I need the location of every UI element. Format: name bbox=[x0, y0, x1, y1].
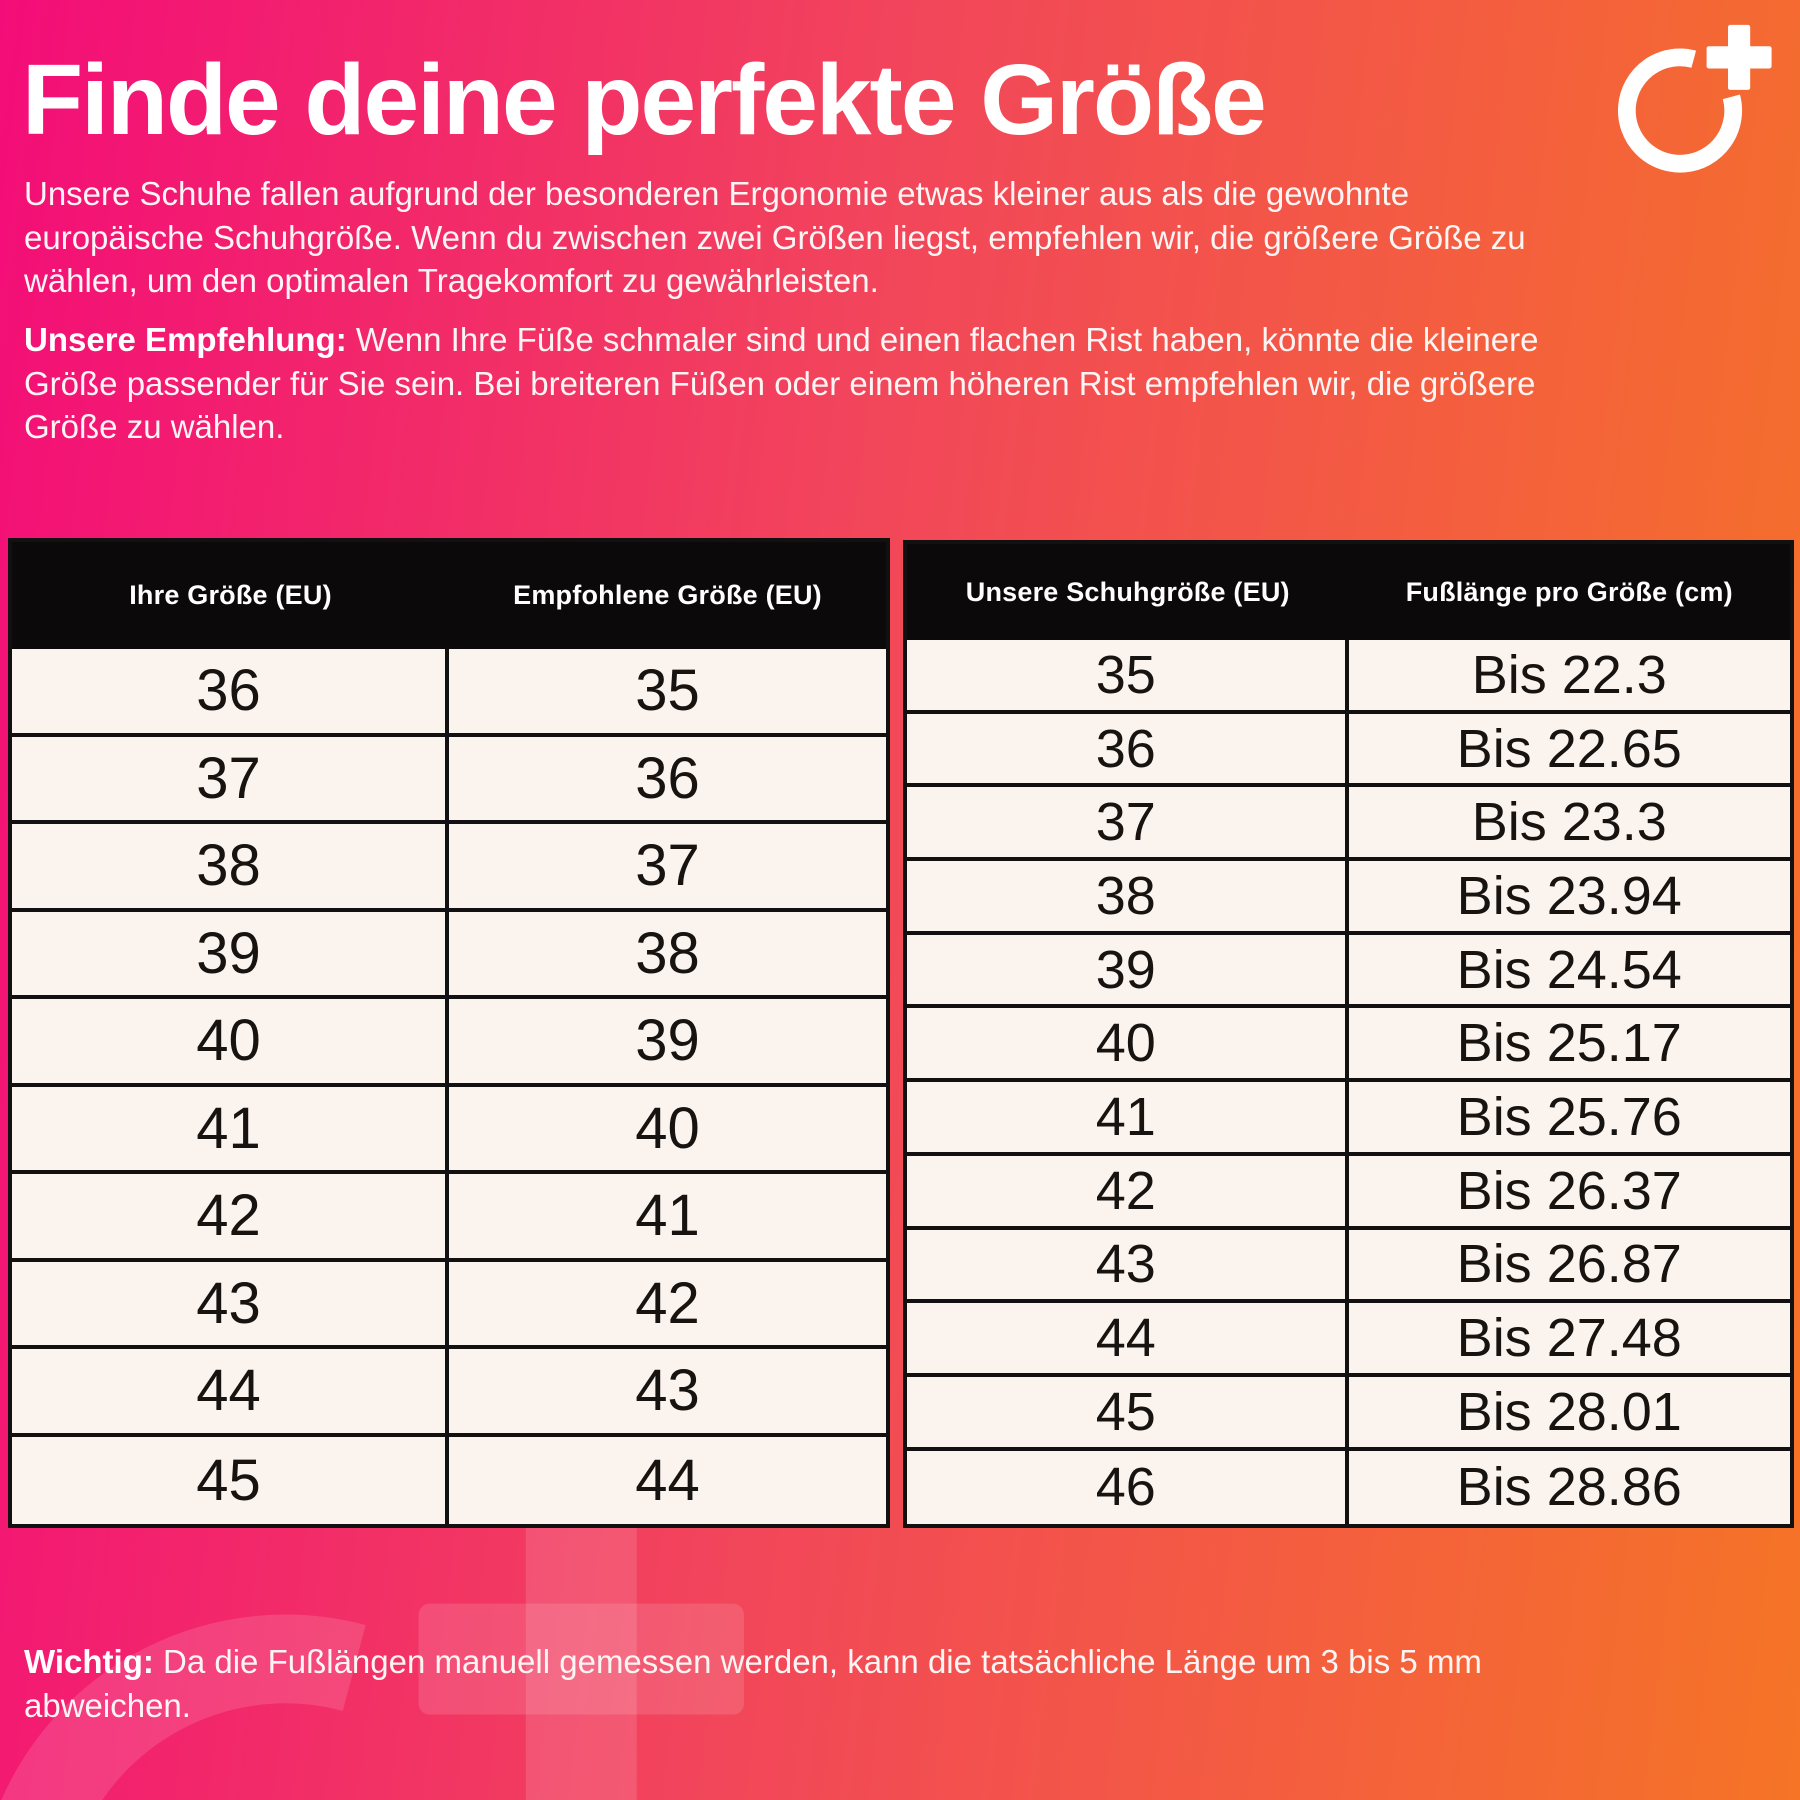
table-cell: Bis 24.54 bbox=[1456, 939, 1682, 1000]
table-row bbox=[907, 1156, 1790, 1230]
table-cell: 36 bbox=[635, 745, 700, 811]
table-cell: Bis 27.48 bbox=[1456, 1308, 1682, 1369]
table-row bbox=[907, 935, 1790, 1009]
table-row bbox=[907, 640, 1790, 714]
note-paragraph bbox=[24, 1640, 1584, 1727]
table-row bbox=[12, 1437, 886, 1525]
size-conversion-table-header bbox=[12, 542, 886, 649]
table-cell: 41 bbox=[12, 1087, 449, 1171]
table-cell: 35 bbox=[635, 658, 700, 724]
table-cell: 37 bbox=[907, 787, 1349, 857]
table-cell: Bis 25.76 bbox=[1456, 1086, 1682, 1147]
table-cell: 46 bbox=[907, 1451, 1349, 1525]
table-row bbox=[12, 737, 886, 825]
foot-length-table-body bbox=[907, 640, 1790, 1524]
table-row bbox=[907, 1008, 1790, 1082]
table-row bbox=[12, 824, 886, 912]
table-cell: Bis 28.86 bbox=[1456, 1457, 1682, 1518]
column-header-our-shoe-size: Unsere Schuhgröße (EU) bbox=[965, 576, 1290, 607]
table-cell: 42 bbox=[635, 1270, 700, 1336]
table-row bbox=[12, 1349, 886, 1437]
table-cell: 38 bbox=[907, 861, 1349, 931]
table-cell: 38 bbox=[12, 824, 449, 908]
table-cell: 44 bbox=[635, 1447, 700, 1513]
table-row bbox=[12, 1087, 886, 1175]
recommendation-text: Wenn Ihre Füße schmaler sind und einen flachen Rist haben, könnte die kleinere Größe passender für Sie sein. Bei breiteren Füßen oder einem höheren Rist empfehlen wir, die größere Größe zu wählen. bbox=[24, 321, 1539, 446]
table-cell: 39 bbox=[12, 912, 449, 996]
recommendation-label: Unsere Empfehlung: bbox=[24, 321, 347, 358]
recommendation-paragraph bbox=[24, 318, 1584, 449]
table-cell: 45 bbox=[907, 1377, 1349, 1447]
table-cell: 36 bbox=[907, 714, 1349, 784]
table-cell: Bis 26.37 bbox=[1456, 1160, 1682, 1221]
table-cell: 44 bbox=[907, 1303, 1349, 1373]
table-cell: Bis 23.94 bbox=[1456, 865, 1682, 926]
table-row bbox=[907, 861, 1790, 935]
table-cell: 43 bbox=[12, 1262, 449, 1346]
table-cell: 43 bbox=[907, 1230, 1349, 1300]
table-row bbox=[907, 1082, 1790, 1156]
table-row bbox=[12, 999, 886, 1087]
table-cell: 38 bbox=[635, 920, 700, 986]
table-cell: 36 bbox=[12, 649, 449, 733]
table-cell: Bis 22.3 bbox=[1471, 644, 1667, 705]
table-cell: Bis 23.3 bbox=[1471, 792, 1667, 853]
table-row bbox=[907, 1377, 1790, 1451]
table-cell: 35 bbox=[907, 640, 1349, 710]
table-cell: 44 bbox=[12, 1349, 449, 1433]
foot-length-table bbox=[903, 540, 1794, 1528]
size-conversion-table-body bbox=[12, 649, 886, 1524]
table-row bbox=[907, 1230, 1790, 1304]
foot-length-table-header bbox=[907, 544, 1790, 640]
table-cell: 40 bbox=[907, 1008, 1349, 1078]
table-cell: 39 bbox=[907, 935, 1349, 1005]
table-cell: Bis 28.01 bbox=[1456, 1381, 1682, 1442]
intro-paragraph: Unsere Schuhe fallen aufgrund der besonderen Ergonomie etwas kleiner aus als die gewohnte europäische Schuhgröße. Wenn du zwischen zwei Größen liegst, empfehlen wir, die größere Größe zu wählen, um den optimalen Tragekomfort zu gewährleisten. bbox=[24, 175, 1526, 300]
column-header-recommended-size: Empfohlene Größe (EU) bbox=[513, 580, 822, 610]
table-row bbox=[12, 912, 886, 1000]
table-row bbox=[907, 714, 1790, 788]
table-cell: 43 bbox=[635, 1358, 700, 1424]
table-row bbox=[907, 787, 1790, 861]
note-label: Wichtig: bbox=[24, 1643, 154, 1680]
table-row bbox=[907, 1303, 1790, 1377]
table-cell: 37 bbox=[635, 833, 700, 899]
circle-plus-logo-icon bbox=[1612, 16, 1778, 176]
table-cell: Bis 22.65 bbox=[1456, 718, 1682, 779]
table-cell: 40 bbox=[635, 1095, 700, 1161]
table-cell: 41 bbox=[907, 1082, 1349, 1152]
table-cell: 41 bbox=[635, 1183, 700, 1249]
table-cell: 37 bbox=[12, 737, 449, 821]
page-title: Finde deine perfekte Größe bbox=[22, 44, 1265, 156]
table-cell: 45 bbox=[12, 1437, 449, 1525]
table-cell: 40 bbox=[12, 999, 449, 1083]
table-cell: Bis 26.87 bbox=[1456, 1234, 1682, 1295]
table-cell: 42 bbox=[907, 1156, 1349, 1226]
column-header-foot-length: Fußlänge pro Größe (cm) bbox=[1405, 576, 1733, 607]
table-row bbox=[907, 1451, 1790, 1525]
table-cell: 42 bbox=[12, 1174, 449, 1258]
note-text: Da die Fußlängen manuell gemessen werden, kann die tatsächliche Länge um 3 bis 5 mm abweichen. bbox=[24, 1643, 1482, 1724]
table-row bbox=[12, 1262, 886, 1350]
column-header-your-size: Ihre Größe (EU) bbox=[129, 580, 332, 610]
table-row bbox=[12, 1174, 886, 1262]
table-row bbox=[12, 649, 886, 737]
size-conversion-table bbox=[8, 538, 890, 1528]
table-cell: Bis 25.17 bbox=[1456, 1013, 1682, 1074]
table-cell: 39 bbox=[635, 1008, 700, 1074]
